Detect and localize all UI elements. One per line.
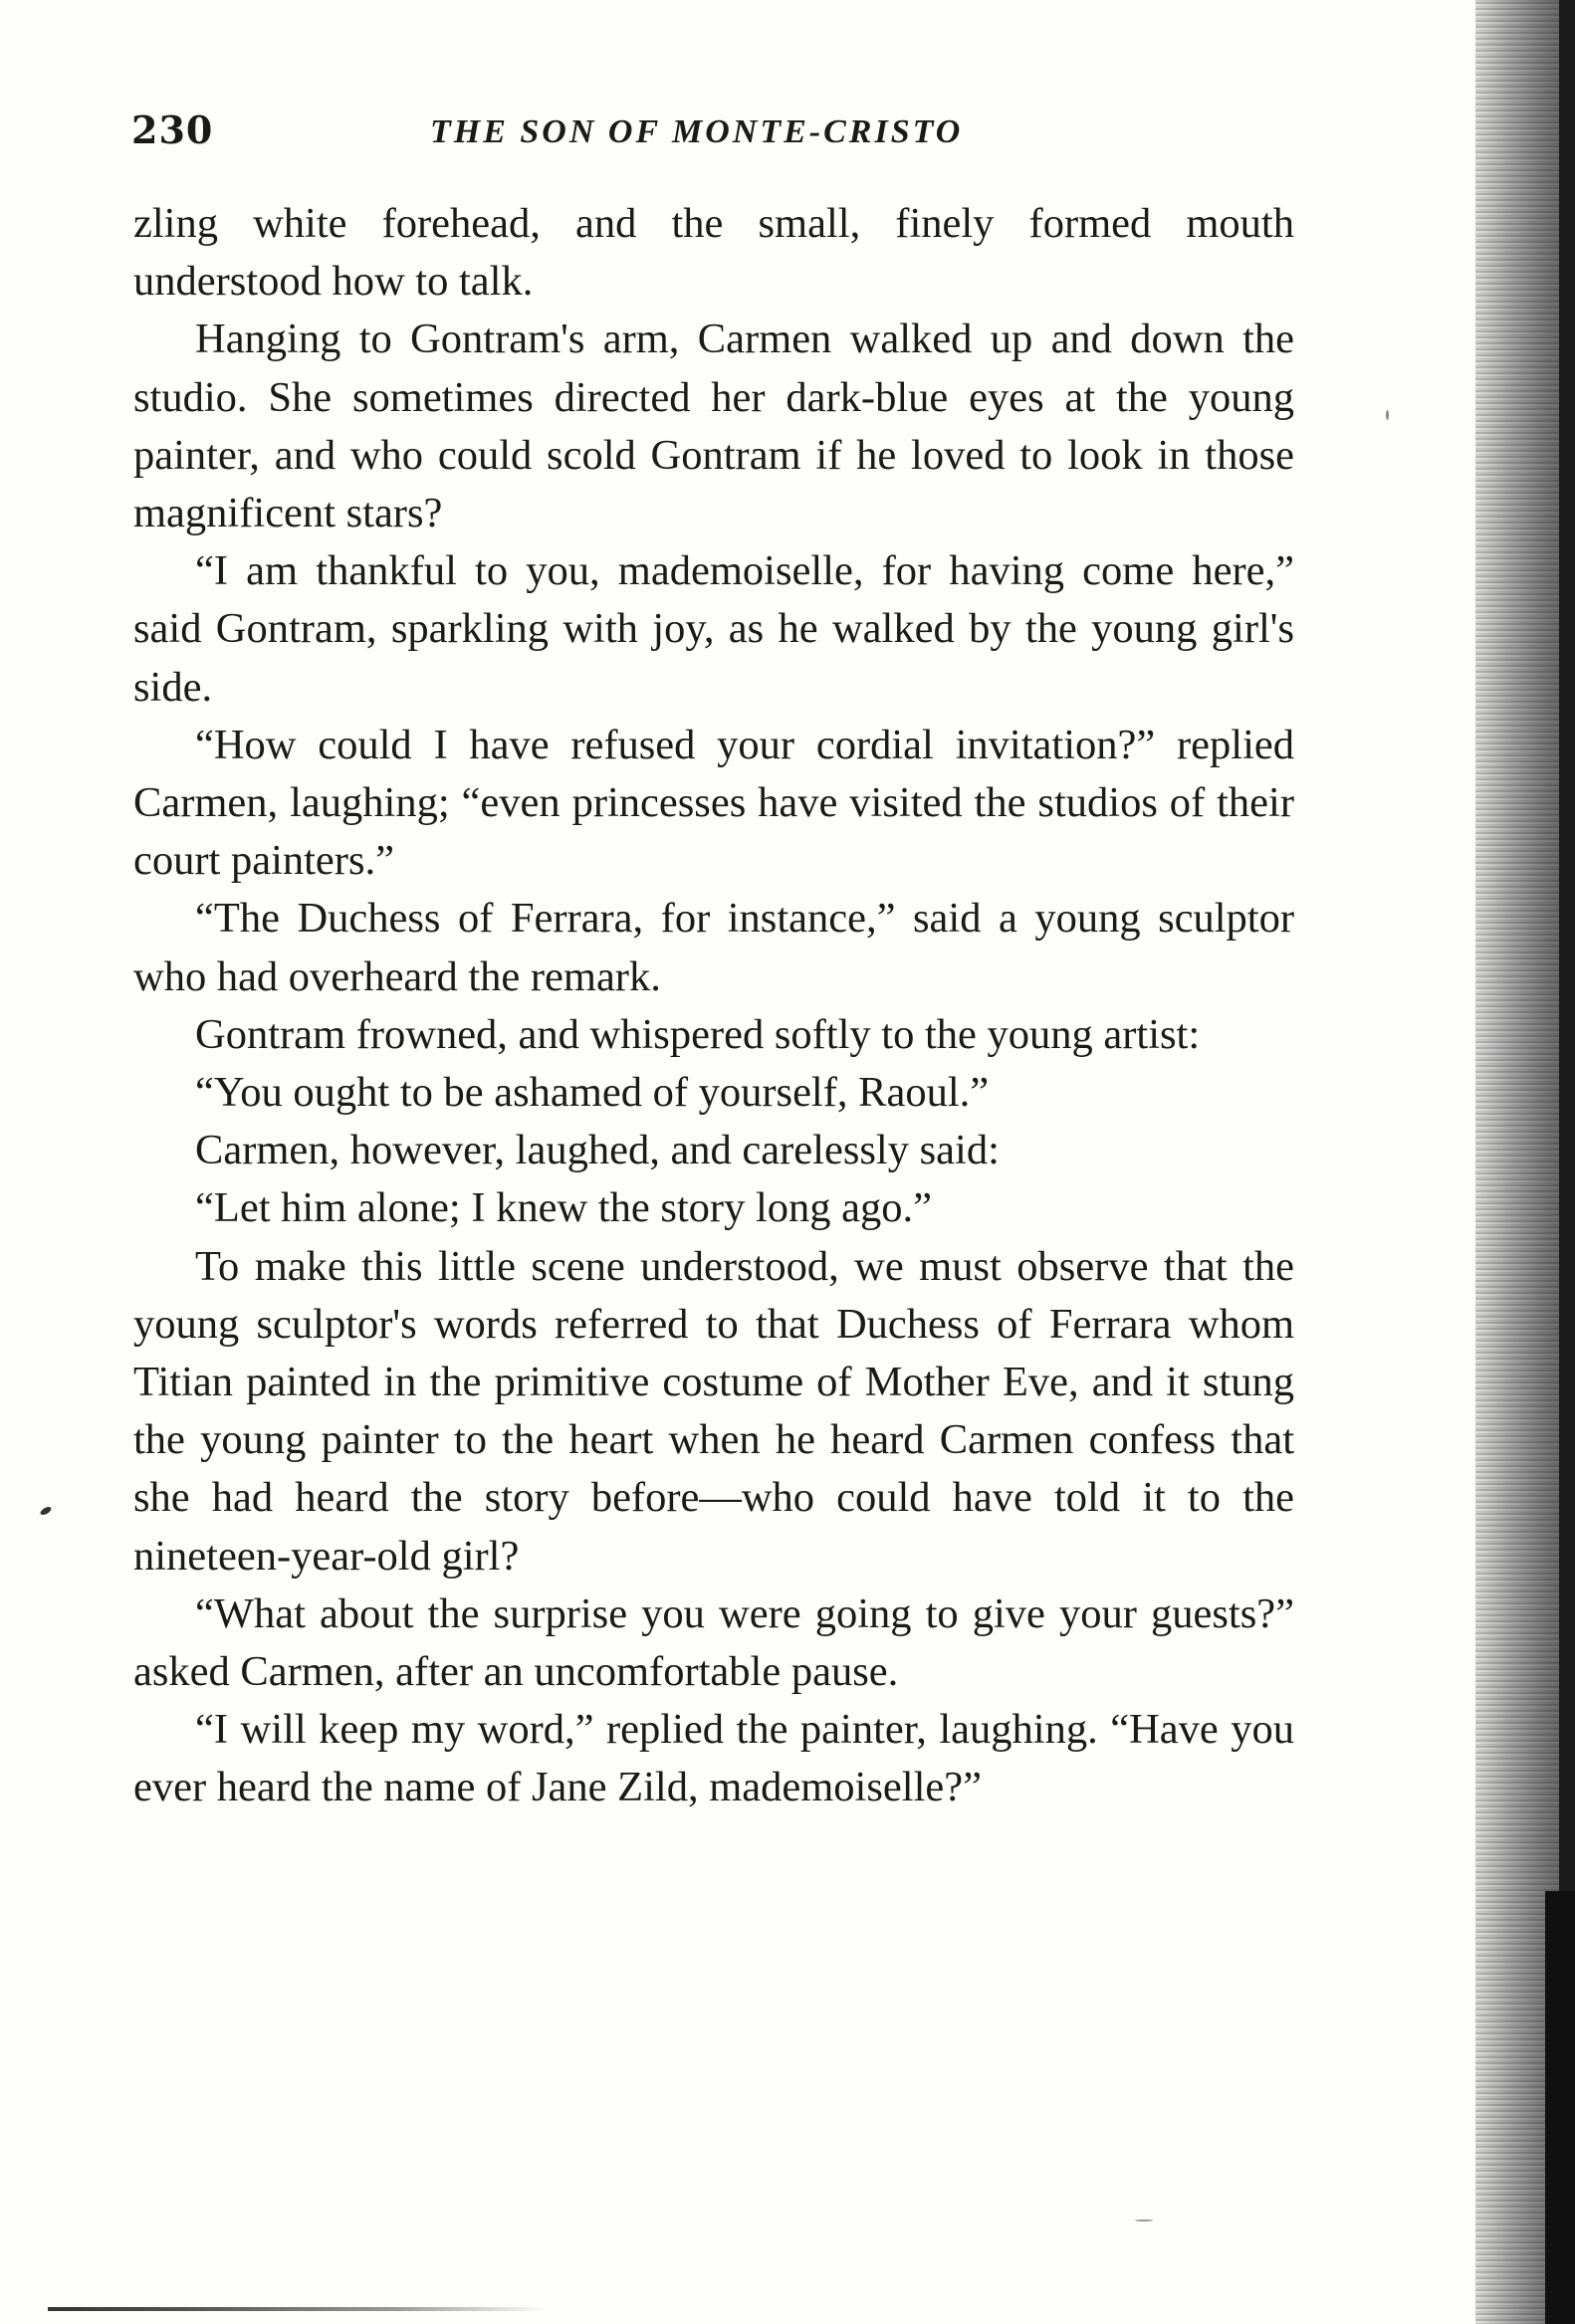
paragraph: Gontram frowned, and whispered softly to the young artist: — [195, 1010, 1201, 1058]
margin-mark — [1386, 410, 1389, 420]
page-edge-lower — [1545, 1891, 1575, 2324]
bottom-rule — [48, 2307, 546, 2311]
page-header — [131, 107, 1296, 167]
margin-mark — [39, 1505, 52, 1516]
running-title: THE SON OF MONTE-CRISTO — [430, 113, 964, 150]
paragraph-continued: zling white forehead, and the small, finely formed mouth understood how to talk. — [133, 200, 1294, 306]
body-text — [133, 195, 1294, 1817]
paragraph: To make this little scene understood, we must observe that the young sculptor's words referred to that Duchess of Ferrara whom Titian painted in the primitive costume of Mother Eve, and it stung the young painter to the heart when he heard Carmen confess that she had heard the story before—who could have told it to the nineteen-year-old girl? — [133, 1242, 1294, 1580]
paragraph: “I am thankful to you, mademoiselle, for having come here,” said Gontram, sparkling with joy, as he walked by the young girl's side. — [133, 547, 1294, 711]
paragraph: “Let him alone; I knew the story long ago.” — [195, 1184, 932, 1232]
paragraph: “I will keep my word,” replied the painter, laughing. “Have you ever heard the name of Jane Zild, mademoiselle?” — [133, 1706, 1294, 1811]
page-number: 230 — [131, 107, 214, 152]
paragraph: “You ought to be ashamed of yourself, Raoul.” — [195, 1069, 990, 1117]
paragraph: “The Duchess of Ferrara, for instance,” said a young sculptor who had overheard the remark. — [133, 895, 1294, 1000]
paragraph: Carmen, however, laughed, and carelessly said: — [195, 1127, 1000, 1174]
margin-mark — [1135, 2219, 1153, 2221]
paragraph: “How could I have refused your cordial invitation?” replied Carmen, laughing; “even princesses have visited the studios of their court painters.” — [133, 721, 1294, 885]
paragraph: “What about the surprise you were going to give your guests?” asked Carmen, after an uncomfortable pause. — [133, 1589, 1294, 1696]
paragraph: Hanging to Gontram's arm, Carmen walked up and down the studio. She sometimes directed her dark-blue eyes at the young painter, and who could scold Gontram if he loved to look in those magnificent stars? — [133, 316, 1294, 537]
